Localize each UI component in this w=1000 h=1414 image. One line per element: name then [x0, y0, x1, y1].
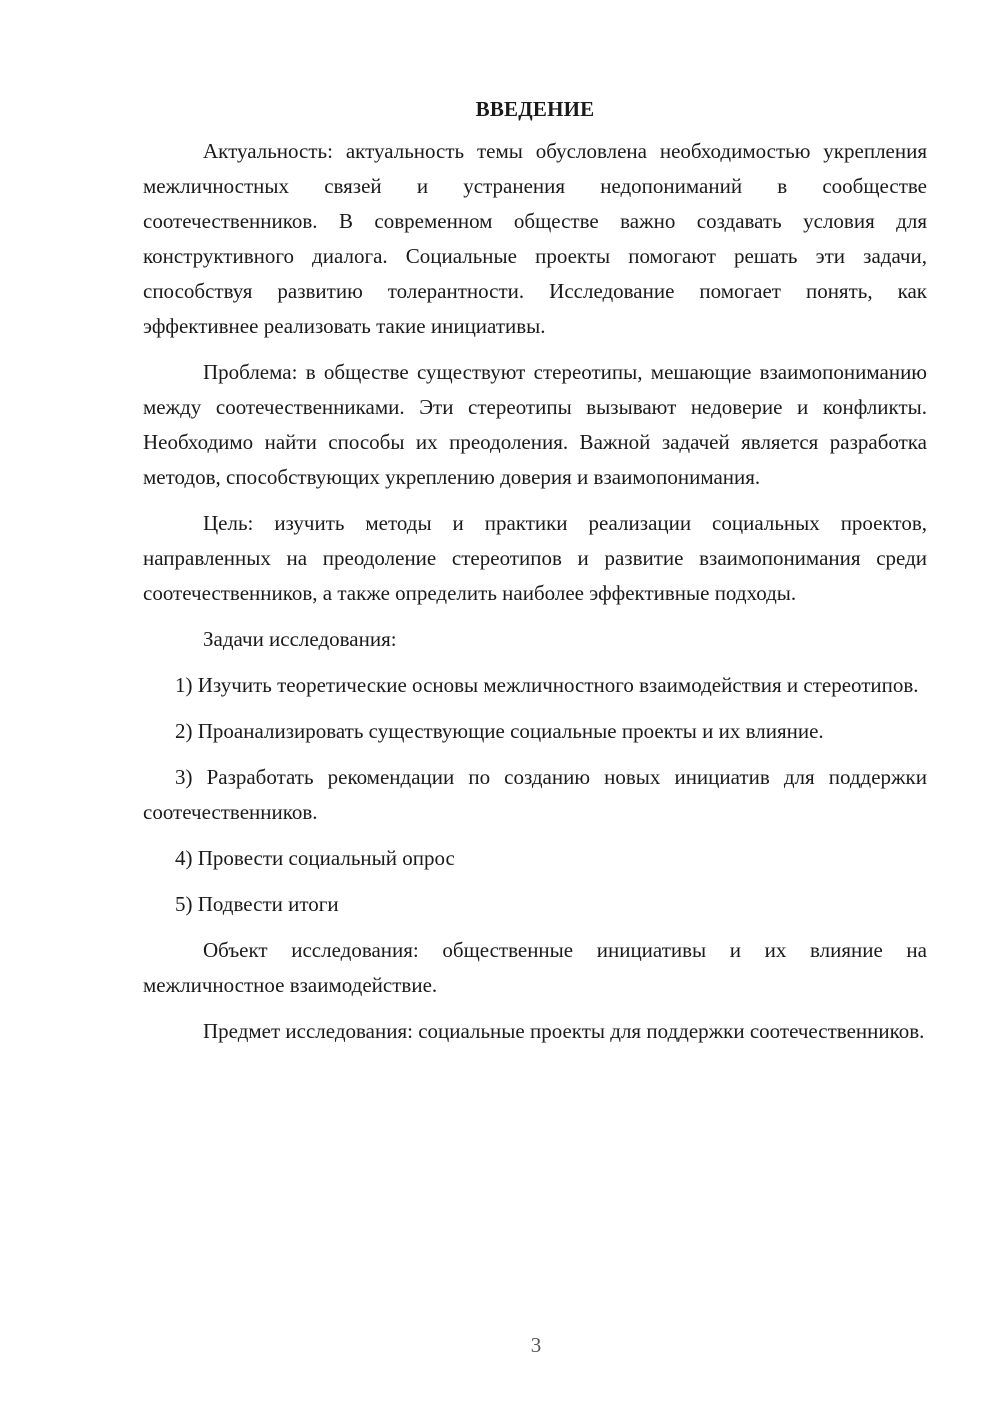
task-item: 4) Провести социальный опрос: [175, 846, 455, 870]
paragraph-goal: Цель: изучить методы и практики реализации социальных проектов, направленных на преодоление стереотипов и развитие взаимопонимания среди соотечественников, а также определить наиболее эффективные подходы.: [143, 511, 927, 605]
task-item: 1) Изучить теоретические основы межличностного взаимодействия и стереотипов.: [175, 673, 919, 697]
section-title: ВВЕДЕНИЕ: [475, 97, 595, 121]
task-item: 2) Проанализировать существующие социальные проекты и их влияние.: [175, 719, 824, 743]
paragraph-object: Объект исследования: общественные инициативы и их влияние на межличностное взаимодействие.: [143, 938, 927, 997]
page-content: [143, 92, 927, 1049]
tasks-heading: Задачи исследования:: [203, 627, 397, 651]
paragraph-subject: Предмет исследования: социальные проекты для поддержки соотечественников.: [203, 1019, 925, 1043]
task-item: 5) Подвести итоги: [175, 892, 339, 916]
paragraph-problem: Проблема: в обществе существуют стереотипы, мешающие взаимопониманию между соотечественниками. Эти стереотипы вызывают недоверие и конфликты. Необходимо найти способы их преодоления. Важной задачей является разработка методов, способствующих укреплению доверия и взаимопонимания.: [143, 360, 927, 489]
page-number: 3: [530, 1333, 542, 1357]
task-item: 3) Разработать рекомендации по созданию новых инициатив для поддержки соотечественников.: [143, 765, 927, 824]
paragraph-relevance: Актуальность: актуальность темы обусловлена необходимостью укрепления межличностных связей и устранения недопониманий в сообществе соотечественников. В современном обществе важно создавать условия для конструктивного диалога. Социальные проекты помогают решать эти задачи, способствуя развитию толерантности. Исследование помогает понять, как эффективнее реализовать такие инициативы.: [143, 139, 927, 338]
